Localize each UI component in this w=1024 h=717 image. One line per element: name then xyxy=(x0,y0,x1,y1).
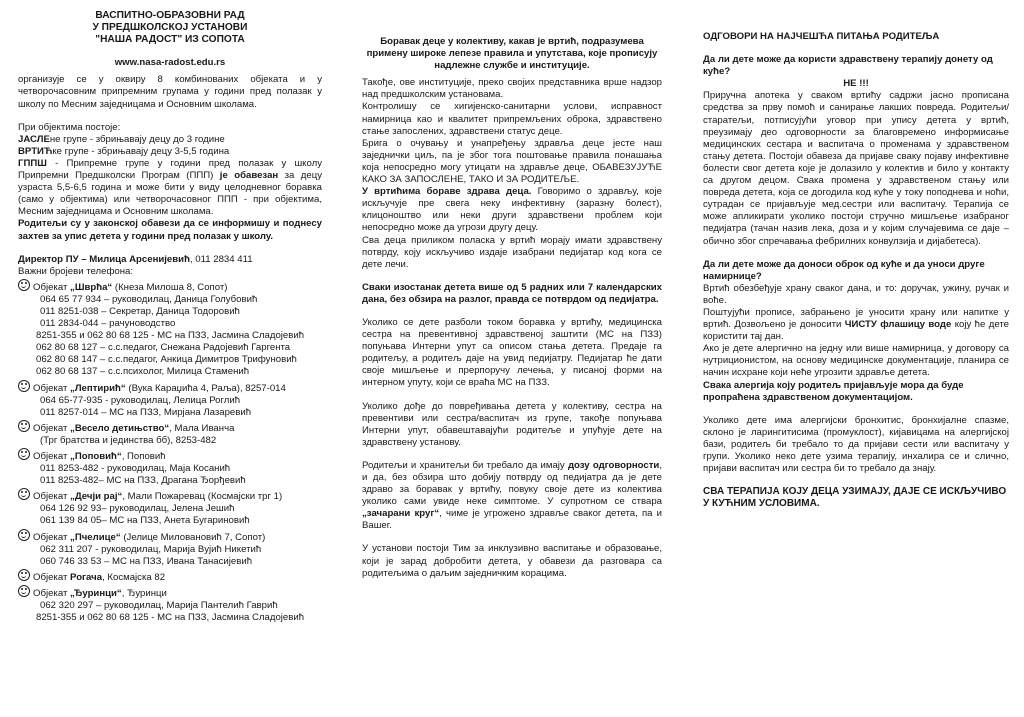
smiley-icon xyxy=(18,529,30,541)
doc-title-line1: ВАСПИТНО-ОБРАЗОВНИ РАД xyxy=(95,10,245,21)
facility-prefix: Објекат xyxy=(33,281,71,293)
paragraph-text: , и да, без обзира што добију потврду од педијатра да је дете здраво за боравак у вртићу, повуку своје дете из колектива уколико сами увиде неке симптоме. У супротном се ствара xyxy=(362,459,663,508)
faq-answer: Уколико дете има алергијски бронхитис, бронхијалне спазме, склоно је ларингитисима (промуклост), кијавицама на алергијској бази, родитељ би требало то да пријави сести или васпитачу у групи. Уколико неко дете узима терапију, инхалира се и слично, пријави васпитач или сестра би то требало да знају. xyxy=(703,414,1009,475)
doc-title-line3: "НАША РАДОСТ" ИЗ СОПОТА xyxy=(95,34,245,46)
director-name: Директор ПУ – Милица Арсенијевић xyxy=(18,253,190,265)
faq-answer: Приручна апотека у сваком вртићу садржи јасно прописана средства за прву помоћ и санирање лакших повреда. Родитељи/старатељи, потписујући уговор при упису детета у вртић, преузимају део одговорности за благовремено информисање медицинских сестара и васпитача о променама у здравственом стању детета. Постоји обавеза да пријаве сваку појаву инфективне болести свог детета које је долазило у колектив и било у контакту са другом децом. Свака промена у здравственом стању или повреда детета, која се догодила код куће у току поподнева и ноћи, сутрадан се пријављује мед.сестри или васпитачу. Терапија се може апликирати уколико постоји стручно мишљење изабраног педијатра (тачан назив лека, доза и у којим случајевима се даје – обично због спречавања фебрилних конвулзија и дијабетеса). xyxy=(703,90,1009,247)
faq-answer: Вртић обезбеђује храну сваког дана, и то: доручак, ужину, ручак и воће. xyxy=(703,282,1009,306)
smiley-icon xyxy=(18,380,30,392)
director-phone: , 011 2834 411 xyxy=(189,253,253,265)
absence-rule: Сваки изостанак детета више од 5 радних или 7 календарских дана, без обзира на разлог, правда се потврдом од педијатра. xyxy=(362,281,662,305)
facility-entry xyxy=(18,528,322,544)
responsibility-emphasis: дозу одговорности xyxy=(567,459,660,471)
smiley-icon xyxy=(18,448,30,460)
smiley-icon xyxy=(18,488,30,500)
facility-name: „Весело детињство“ xyxy=(70,422,170,434)
column-right xyxy=(703,10,1009,510)
facility-address: (Јелице Миловановић 7, Сопот) xyxy=(120,531,266,543)
group-term: ЈАСЛЕ xyxy=(18,133,50,145)
group-text: не групе - збрињавају децу до 3 године xyxy=(49,133,225,145)
facility-entry xyxy=(18,278,322,294)
paragraph-text: , чиме је угрожено здравље сваког детета, па и Вашег. xyxy=(362,508,662,532)
facility-name: „Лептирић“ xyxy=(70,382,126,394)
facility-contact: 011 8251-038 – Секретар, Даница Тодоровић xyxy=(40,305,240,317)
facility-address: , Космајска 82 xyxy=(102,571,166,583)
paragraph-text: Поштујући прописе, забрањено је уносити храну или напитке у вртић. Дозвољено је доносити xyxy=(703,306,1009,331)
final-notice: СВА ТЕРАПИЈА КОЈУ ДЕЦА УЗИМАЈУ, ДАЈЕ СЕ ИСКЉУЧИВО У КУЋНИМ УСЛОВИМА. xyxy=(703,486,1007,510)
faq-answer xyxy=(703,307,1009,343)
facility-address: , Мали Пожаревац (Космајски трг 1) xyxy=(122,491,283,503)
intro-paragraph: организује се у оквиру 8 комбинованих објеката и у четворочасовним припремним групама у години пред полазак у школу по Месним заједницама и Основним школама. xyxy=(18,74,322,110)
facility-address: , Мала Иванча xyxy=(169,422,235,434)
column-middle xyxy=(362,10,662,580)
vicious-circle-emphasis: „зачарани круг“ xyxy=(362,508,440,520)
group-term: ВРТИЋ xyxy=(18,145,53,157)
facility-address: (Кнеза Милоша 8, Сопот) xyxy=(112,281,228,293)
paragraph: Такође, ове институције, преко својих представника врше надзор над предшколским установама. xyxy=(362,77,662,101)
website-link[interactable]: www.nasa-radost.edu.rs xyxy=(114,57,226,69)
group-mandatory: је обавезан xyxy=(219,170,279,182)
facility-name: „Шврћа“ xyxy=(70,281,113,293)
facility-contact: 062 80 68 147 – с.с.педагог, Анкица Димитров Трифуновић xyxy=(36,354,297,366)
column-left xyxy=(18,10,322,624)
facility-address: (Вука Караџића 4, Раља), 8257-014 xyxy=(125,382,286,394)
group-nursery xyxy=(18,134,322,146)
paragraph: Брига о очувању и унапређењу здравља деце јесте наш заједнички циљ, па је због тога поштовање правила понашања која непосредно могу утицати на здравље деце, ОБАВЕЗУЈУЋЕ КАКО ЗА ЗАПОСЛЕНЕ, ТАКО И ЗА РОДИТЕЉЕ. xyxy=(362,137,662,186)
paragraph: Уколико се дете разболи током боравка у вртићу, медицинска сестра на превентивној здравственој заштити (МС на ПЗЗ) попуњава Интерни упут са описом стања детета. Предаје га родитељу, а родитељ даје на увид педијатру. Педијатар ће дати своје мишљење и прерпоручу лечења, у писаној форми на интерном упуту, који се враћа МС на ПЗЗ. xyxy=(362,316,662,389)
paragraph: Сва деца приликом поласка у вртић морају имати здравствену потврду, коју искључиво издаје изабрани педијатар код кога се дете лечи. xyxy=(362,234,662,270)
smiley-icon xyxy=(18,279,30,291)
facility-contact: 011 8253-482 - руководилац, Маја Косанић xyxy=(40,463,231,475)
phones-heading: Важни бројеви телефона: xyxy=(18,265,133,277)
group-text: ке групе - збрињавају децу 3-5,5 година xyxy=(52,145,230,157)
faq-answer-no: НЕ !!! xyxy=(843,78,869,90)
facility-contact: 062 320 297 – руководилац, Марија Пантелић Гаврић xyxy=(40,600,278,612)
group-text: - Припремне групе у години пред полазак у школу Припремни Предшколски Програм (ППП) xyxy=(18,157,322,182)
paragraph: Уколико дође до повређивања детета у колективу, сестра на превентиви или сестра/васпитач из групе, такође попуњава Интерни упут, обавештавајући родитеље и упућује дете на здравствену установу. xyxy=(362,400,662,448)
paragraph-text: Родитељи и хранитељи би требало да имају xyxy=(362,459,568,471)
facility-entry xyxy=(18,447,322,463)
paragraph-text: Говоримо о здрављу, које искључује пре свега неку инфективну (заразну болест), клицоноштво или неки други здравствени проблем који непосредно може да угрози другу децу. xyxy=(362,186,662,234)
paragraph: У установи постоји Тим за инклузивно васпитање и образовање, који је зарад добробити детета, у обавези да разговара са родитељима о даљим заједничким корацима. xyxy=(362,543,662,579)
paragraph: Контролишу се хигијенско-санитарни услови, исправност намирница као и квалитет припремљених оброка, здравствено стање запослених, здравствени статус деце. xyxy=(362,101,662,137)
objects-heading: При објектима постоје: xyxy=(18,121,121,133)
facility-name: Рогача xyxy=(70,571,103,583)
facility-prefix: Објекат xyxy=(33,382,71,394)
paragraph-text: коју ће дете користити тај дан. xyxy=(703,319,1009,343)
enrollment-notice: Родитељи су у законској обавези да се информишу и поднесу захтев за упис детета у години пред полазак у школу. xyxy=(18,218,322,242)
facility-contact: 8251-355 и 062 80 68 125 - МС на ПЗЗ, Јасмина Сладојевић xyxy=(36,330,305,342)
doc-title-line2: У ПРЕДШКОЛСКОЈ УСТАНОВИ xyxy=(92,22,248,34)
facility-entry xyxy=(18,487,322,503)
facility-contact: 064 65 77 934 – руководилац, Даница Голубовић xyxy=(40,293,258,305)
facility-contact: 064 65-77-935 - руководилац, Лелица Роглић xyxy=(40,394,241,406)
facility-contact: 011 2834-044 – рачуноводство xyxy=(40,318,176,330)
facility-name: „Поповић“ xyxy=(70,451,122,462)
facility-contact: 011 8253-482– МС на ПЗЗ, Драгана Ђорђевић xyxy=(40,475,246,487)
facility-address: , Ђуринци xyxy=(121,587,167,599)
faq-answer: Ако је дете алергично на једну или више намирница, у договору са нутриционистом, на основу медицинске документације, планира се начин исхране који неће угрозити здравље детета. xyxy=(703,343,1009,379)
facility-entry xyxy=(18,379,322,395)
paragraph xyxy=(362,186,662,234)
facility-contact: 011 8257-014 – МС на ПЗЗ, Мирјана Лазаревић xyxy=(40,406,252,418)
section-heading: Боравак деце у колективу, какав је вртић, подразумева примену широке лепезе правила и упутстава, које прописују надлежне службе и институције. xyxy=(366,36,658,72)
facility-prefix: Објекат xyxy=(33,451,71,462)
smiley-icon xyxy=(18,569,30,581)
facility-address-line: (Трг братства и јединства бб), 8253-482 xyxy=(40,434,217,446)
facility-entry xyxy=(18,584,322,600)
facility-contact: 062 80 68 127 – с.с.педагог, Снежана Радојевић Гаргента xyxy=(36,342,291,354)
allergy-notice: Свака алергија коју родитељ пријављује мора да буде пропраћена здравственом документацијом. xyxy=(703,379,964,403)
faq-question: Да ли дете може да користи здравствену терапију донету од куће? xyxy=(703,54,993,78)
facility-contact: 064 126 92 93– руководилац, Јелена Јешић xyxy=(40,503,235,515)
water-bottle-emphasis: ЧИСТУ флашицу воде xyxy=(844,319,952,331)
facility-prefix: Објекат xyxy=(33,571,71,583)
group-text: за децу узраста 5,5-6,5 година и може бити у виду целодневног боравка (само у објектима) или четворочасовног ППП - при објектима, Месним заједницама и Основним школама. xyxy=(18,170,323,218)
healthy-children-statement: У вртићима бораве здрава деца. xyxy=(362,186,532,198)
facility-prefix: Објекат xyxy=(33,422,71,434)
group-kindergarten xyxy=(18,146,322,158)
facility-name: „Пчелице“ xyxy=(70,531,121,543)
smiley-icon xyxy=(18,585,30,597)
faq-title: ОДГОВОРИ НА НАЈЧЕШЋА ПИТАЊА РОДИТЕЉА xyxy=(703,31,940,42)
facility-address: , Поповић xyxy=(121,451,166,462)
paragraph xyxy=(362,460,662,533)
facility-entry xyxy=(18,568,322,584)
facility-contact: 060 746 33 53 – МС на ПЗЗ, Ивана Танасијевић xyxy=(40,555,253,567)
facility-name: „Дечји рај“ xyxy=(70,491,123,503)
facility-contact: 062 311 207 - руководилац, Марија Вујић Никетић xyxy=(40,543,262,555)
faq-question: Да ли дете може да доноси оброк од куће и да уноси друге намирнице? xyxy=(703,258,985,282)
group-preschool xyxy=(18,158,322,218)
facility-contact: 061 139 84 05– МС на ПЗЗ, Анета Бугариновић xyxy=(40,515,250,527)
facility-contact: 8251-355 и 062 80 68 125 - МС на ПЗЗ, Јасмина Сладојевић xyxy=(36,612,305,624)
facility-name: „Ђуринци“ xyxy=(70,587,122,599)
facility-prefix: Објекат xyxy=(33,491,71,503)
director-line xyxy=(18,254,322,266)
facility-entry xyxy=(18,419,322,435)
facility-prefix: Објекат xyxy=(33,531,71,543)
smiley-icon xyxy=(18,420,30,432)
facility-contact: 062 80 68 137 – с.с.психолог, Милица Стаменић xyxy=(36,366,250,378)
facility-prefix: Објекат xyxy=(33,587,71,599)
group-term: ГППШ xyxy=(18,157,47,169)
